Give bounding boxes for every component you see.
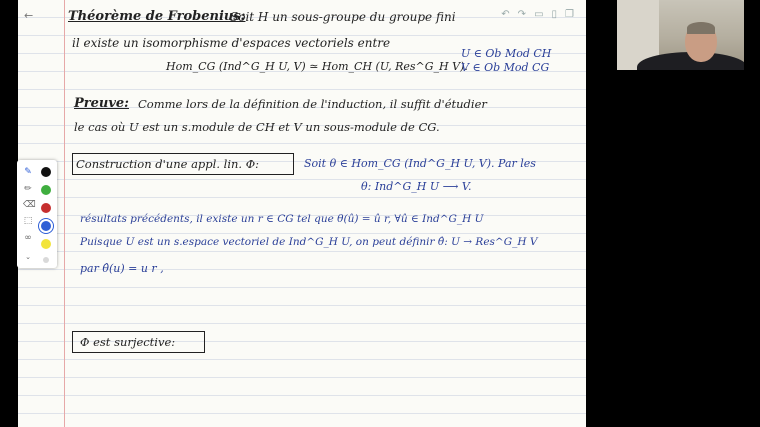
margin-line — [64, 0, 65, 427]
back-arrow-icon[interactable]: ← — [24, 9, 34, 22]
color-swatch-green[interactable] — [41, 185, 51, 195]
theorem-title: Théorème de Frobenius: — [68, 9, 246, 24]
condition-v: V ∈ Ob Mod CG — [461, 61, 550, 74]
proof-line-1: Comme lors de la définition de l'induction, il suffit d'étudier — [138, 97, 487, 111]
blue-line-5: par θ̂(u) = u r , — [80, 262, 164, 275]
screen-icon[interactable]: ▭ — [534, 9, 544, 20]
eraser-icon[interactable]: ⌫ — [23, 200, 36, 210]
color-swatch-black[interactable] — [41, 167, 51, 177]
copy-icon[interactable]: ❐ — [565, 9, 574, 20]
pen-icon[interactable]: ✎ — [24, 167, 32, 177]
proof-line-2: le cas où U est un s.module de CH et V un sous-module de CG. — [74, 120, 440, 134]
blue-line-1: Soit θ ∈ Hom_CG (Ind^G_H U, V). Par les — [304, 157, 536, 170]
blue-line-4: Puisque U est un s.espace vectoriel de Ind^G_H U, on peut définir θ̂: U → Res^G_H V — [80, 236, 538, 248]
blue-line-3: résultats précédents, il existe un r ∈ CG tel que θ(û) = û r, ∀û ∈ Ind^G_H U — [80, 213, 484, 225]
select-icon[interactable]: ⬚ — [23, 216, 33, 226]
theorem-line-2: il existe un isomorphisme d'espaces vectoriels entre — [72, 36, 391, 50]
webcam-feed — [617, 0, 744, 70]
tool-palette — [17, 160, 57, 268]
color-swatch-yellow[interactable] — [41, 239, 51, 249]
color-swatch-gray[interactable] — [43, 257, 49, 263]
surjective-title: Φ est surjective: — [80, 335, 176, 349]
theorem-line-1: Soit H un sous-groupe du groupe fini — [230, 10, 456, 24]
construction-title: Construction d'une appl. lin. Φ: — [76, 157, 260, 171]
page-toolbar — [501, 9, 574, 20]
iso-formula: Hom_CG (Ind^G_H U, V) ≃ Hom_CH (U, Res^G_H V). — [166, 60, 468, 73]
webcam-person-hair — [687, 22, 715, 34]
undo-icon[interactable]: ↶ — [501, 9, 510, 20]
redo-icon[interactable]: ↷ — [517, 9, 527, 20]
pencil-icon[interactable]: ✏ — [24, 184, 32, 194]
notebook-page[interactable] — [18, 0, 586, 427]
page-icon[interactable]: ▯ — [551, 9, 558, 20]
condition-u: U ∈ Ob Mod CH — [461, 47, 552, 60]
link-icon[interactable]: ∞ — [24, 233, 32, 243]
blue-line-2: θ: Ind^G_H U ⟶ V. — [361, 180, 472, 193]
color-swatch-red[interactable] — [41, 203, 51, 213]
chevron-down-icon[interactable]: ⌄ — [25, 253, 31, 261]
proof-title: Preuve: — [74, 96, 129, 111]
color-swatch-blue[interactable] — [41, 221, 51, 231]
